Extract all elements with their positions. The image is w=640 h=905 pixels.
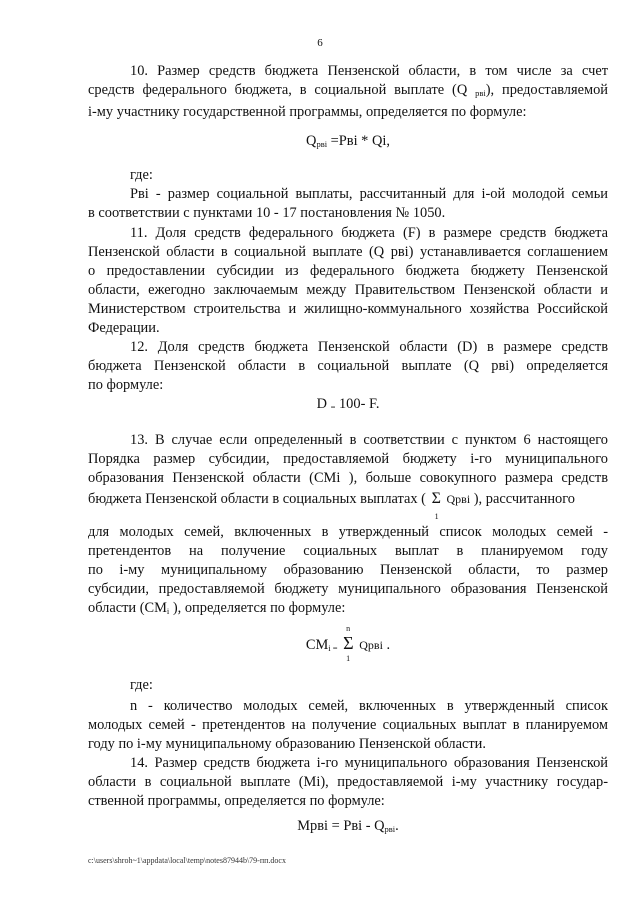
formula-3-cm: СМ xyxy=(305,637,329,653)
paragraph-12-line-2: бюджета Пензенской области в социальной выплате (Q рвi) определяется xyxy=(88,358,608,374)
sum-line-text-a: бюджета Пензенской области в социальных выплатах ( xyxy=(88,491,426,507)
paragraph-13-line-3: образования Пензенской области (СМi ), больше совокупного размера средств xyxy=(88,470,608,486)
formula-2-rest: 100- F. xyxy=(335,396,380,412)
formula-cm xyxy=(88,624,608,663)
formula-3-term: Qрвi xyxy=(359,638,383,652)
formula-mrvi xyxy=(88,818,608,835)
where-label-2-text: где: xyxy=(130,677,153,693)
paragraph-14-line-3: ственной программы, определяется по формуле: xyxy=(88,793,385,809)
paragraph-14 xyxy=(88,754,608,811)
formula-3-end: . xyxy=(382,637,391,653)
definition-rvi-line-2: в соответствии с пунктами 10 - 17 постановления № 1050. xyxy=(88,205,446,221)
formula-d xyxy=(88,396,608,413)
paragraph-13-line-7: по i-му муниципальному образованию Пензенской области, то размер xyxy=(88,562,608,578)
paragraph-13-continued xyxy=(88,523,608,621)
paragraph-14-line-2: области в социальной выплате (Мi), предоставляемой i-му участнику государ- xyxy=(88,774,608,790)
paragraph-12 xyxy=(88,338,608,395)
last-line-text-b: ), определяется по формуле: xyxy=(169,600,346,616)
where-label-1-text: где: xyxy=(130,167,153,183)
paragraph-13-line-8: субсидии, предоставляемой бюджету муниципального образования Пензенской xyxy=(88,581,608,597)
paragraph-11-line-6: Федерации. xyxy=(88,320,160,336)
formula-2-equals: = xyxy=(330,402,336,412)
paragraph-11-line-3: о предоставлении субсидии из федерального бюджета бюджету Пензенской xyxy=(88,263,608,279)
sum-term: Qрвi xyxy=(446,492,471,506)
sum-sign-glyph: Σ xyxy=(431,490,441,507)
page-number: 6 xyxy=(317,37,323,49)
paragraph-11 xyxy=(88,224,608,338)
paragraph-13-line-1: 13. В случае если определенный в соответствии с пунктом 6 настоящего xyxy=(130,432,608,448)
formula-4-main: Мрвi = Рвi - Q xyxy=(297,818,385,834)
paragraph-10-line-3: i-му участнику государственной программы, определяется по формуле: xyxy=(88,104,527,120)
paragraph-10-line-2 xyxy=(88,81,608,103)
definition-n-line-3: году по i-му муниципальному образованию Пензенской области. xyxy=(88,736,486,752)
formula-3-sum-glyph: Σ xyxy=(343,633,354,653)
sum-sign xyxy=(431,488,441,521)
formula-3-sum-sign xyxy=(343,624,354,663)
sum-lower-limit: 1 xyxy=(434,512,439,521)
paragraph-10-line-2-text-a: средств федерального бюджета, в социальной выплате (Q xyxy=(88,82,476,98)
paragraph-10-line-2-text-b: ), предоставляемой xyxy=(485,82,608,98)
formula-3-subscript: i = xyxy=(328,643,338,653)
paragraph-12-line-3: по формуле: xyxy=(88,377,164,393)
definition-rvi xyxy=(88,185,608,223)
formula-3-lower-limit: 1 xyxy=(346,654,351,663)
paragraph-13-line-2: Порядка размер субсидии, предоставляемой бюджету i-го муниципального xyxy=(88,451,608,467)
formula-3-upper-limit: n xyxy=(346,624,351,633)
formula-4-subscript: рвi xyxy=(384,824,396,834)
paragraph-10 xyxy=(88,62,608,122)
definition-n-line-1: n - количество молодых семей, включенных в утвержденный список xyxy=(130,698,608,714)
footer-file-path: c:\users\shroh~1\appdata\local\temp\notes87944b\79-пп.docx xyxy=(88,856,286,865)
definition-rvi-line-1: Рвi - размер социальной выплаты, рассчитанный для i-ой молодой семьи xyxy=(130,186,608,202)
paragraph-11-line-2: Пензенской области в социальной выплате (Q рвi) устанавливается соглашением xyxy=(88,244,608,260)
paragraph-11-line-5: Министерством строительства и жилищно-коммунального хозяйства Российской xyxy=(88,301,608,317)
paragraph-13 xyxy=(88,431,608,488)
paragraph-11-line-4: области, ежегодно заключаемым между Правительством Пензенской области и xyxy=(88,282,608,298)
formula-1-rest: =Рвi * Qi, xyxy=(327,133,390,149)
paragraph-13-sum-line xyxy=(88,488,608,521)
paragraph-13-line-6: претендентов на получение социальных выплат в планируемом году xyxy=(88,543,608,559)
paragraph-14-line-1: 14. Размер средств бюджета i-го муниципального образования Пензенской xyxy=(130,755,608,771)
where-label-2 xyxy=(88,676,608,695)
formula-1-subscript: рвi xyxy=(316,139,328,149)
q-subscript: рвi xyxy=(475,88,486,98)
formula-1-q: Q xyxy=(306,133,317,149)
cm-subscript: i xyxy=(166,606,170,616)
definition-n-line-2: молодых семей - претендентов на получение социальных выплат в планируемом xyxy=(88,717,608,733)
paragraph-11-line-1: 11. Доля средств федерального бюджета (F) в размере средств бюджета xyxy=(130,225,608,241)
formula-q-rvi xyxy=(88,133,608,150)
paragraph-13-line-9 xyxy=(88,599,608,621)
paragraph-12-line-1: 12. Доля средств бюджета Пензенской области (D) в размере средств xyxy=(130,339,608,355)
paragraph-13-line-5: для молодых семей, включенных в утвержденный список молодых семей - xyxy=(88,524,608,540)
sum-line-text-b: ), рассчитанного xyxy=(473,491,575,507)
formula-4-end: . xyxy=(395,818,399,834)
formula-2-d: D xyxy=(316,396,327,412)
paragraph-10-line-1: 10. Размер средств бюджета Пензенской области, в том числе за счет xyxy=(130,63,608,79)
where-label-1 xyxy=(88,166,608,185)
definition-n xyxy=(88,697,608,754)
last-line-text-a: области (СМ xyxy=(88,600,167,616)
